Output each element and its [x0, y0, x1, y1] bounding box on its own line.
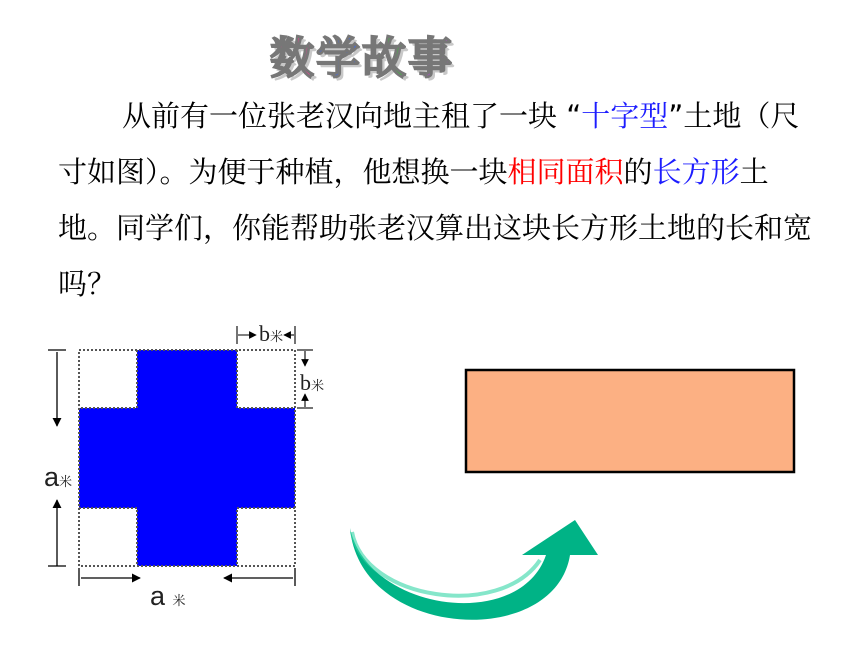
title-char-3: 故 [362, 33, 408, 84]
b-right-unit: 米 [311, 378, 325, 393]
target-rectangle [466, 370, 794, 472]
dimension-a-bottom [79, 568, 295, 586]
a-left-unit: 米 [59, 474, 73, 489]
cross-shape-term: 十字型 [581, 99, 669, 133]
title-char-2: 学 [316, 33, 362, 84]
text-line2: 土地（尺寸如图）。为便于种植，他想换一块 [58, 99, 800, 189]
cross-shape [79, 350, 295, 566]
a-bottom-letter: a [150, 581, 166, 611]
b-right-letter: b [300, 370, 311, 395]
rectangle-term: 长方形 [652, 155, 740, 189]
b-top-unit: 米 [270, 329, 284, 344]
text-line1: 从前有一位张老汉向地主租了一块 [122, 99, 567, 133]
a-left-label [44, 462, 72, 493]
a-bottom-label [150, 581, 186, 612]
b-top-label [259, 321, 283, 347]
area-term: 面积 [565, 155, 624, 189]
same-term: 相同 [507, 155, 566, 189]
of-text: 的 [623, 155, 653, 189]
text-rest: 土地。同学们，你能帮助张老汉算出这块长方形土地的长和宽吗？ [58, 155, 813, 301]
b-right-label [300, 370, 324, 396]
dimension-a-left [48, 350, 66, 566]
b-top-letter: b [259, 321, 270, 346]
a-left-letter: a [44, 462, 60, 492]
curved-arrow [350, 520, 598, 620]
a-bottom-unit: 米 [172, 593, 186, 608]
quote-close: ” [668, 99, 684, 133]
quote-open: “ [566, 99, 582, 133]
title-char-1: 数 [270, 33, 316, 84]
title-char-4: 事 [408, 33, 454, 84]
